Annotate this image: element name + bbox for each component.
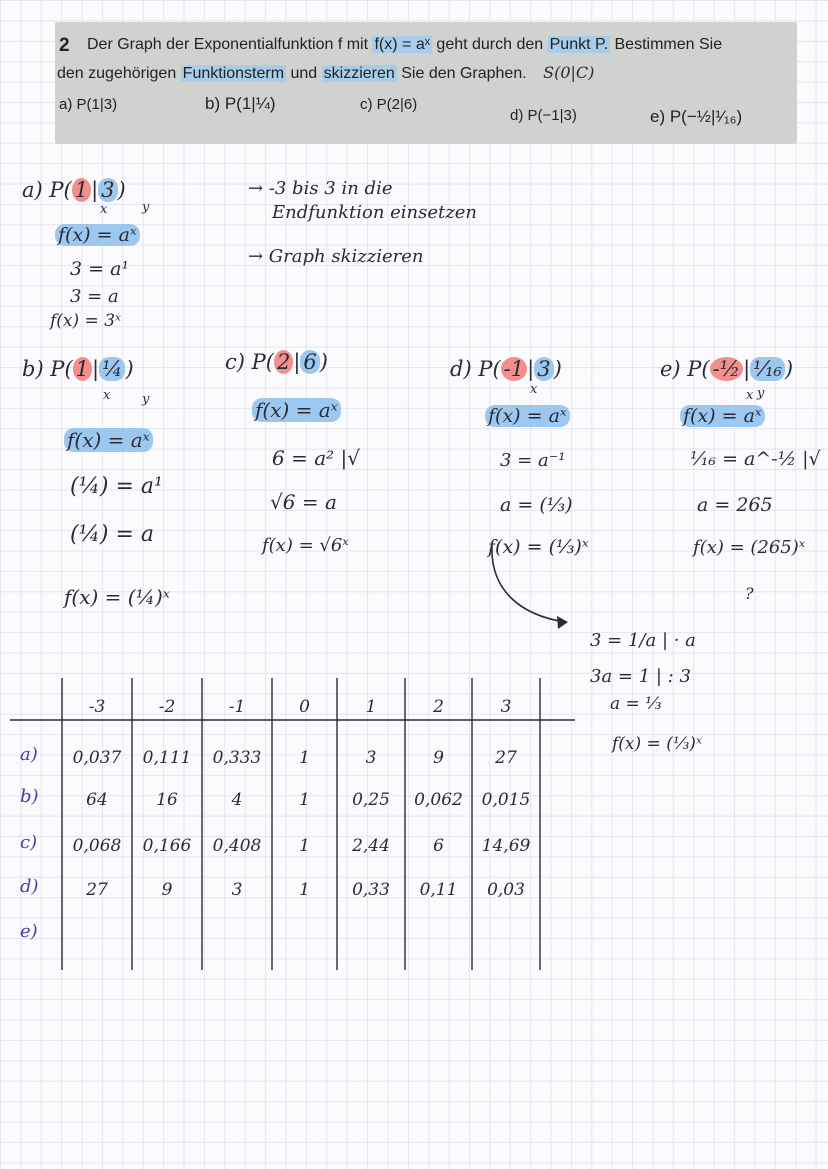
table-cell: 1: [299, 880, 310, 900]
d-line-1: f(x) = aˣ: [485, 405, 570, 427]
task-line2-text: den zugehörigen Funktionsterm und skizzieren Sie den Graphen. S(0|C): [57, 63, 595, 82]
b-x-value: 1: [73, 357, 92, 381]
c-y-value: 6: [300, 350, 319, 374]
a-line-4: f(x) = 3ˣ: [50, 311, 122, 331]
e-line-1: f(x) = aˣ: [680, 405, 765, 427]
c-line-3: √6 = a: [270, 490, 337, 514]
table-cell: 3: [231, 880, 243, 900]
d-y-value: 3: [534, 357, 553, 381]
part-e-header: e) P( -½ | ¹⁄₁₆ ): [660, 357, 794, 381]
note-step1b: Endfunktion einsetzen: [272, 202, 478, 223]
b-y-value: ¼: [99, 357, 125, 381]
table-row-label: b): [20, 786, 39, 807]
table-cell: 2,44: [352, 836, 390, 856]
e-line-3: a = 265: [697, 494, 773, 516]
arrow-head: [557, 616, 568, 629]
a-y-label: y: [142, 200, 150, 215]
d-x-value: -1: [501, 357, 527, 381]
c-line-2: 6 = a² |√: [272, 446, 360, 470]
table-cell: 14,69: [481, 836, 531, 856]
e-x-label: x: [746, 388, 754, 403]
table-cell: 1: [299, 748, 310, 768]
table-header-cell: -2: [158, 697, 176, 717]
table-cell: 0,015: [481, 790, 531, 810]
table-cell: 0,25: [352, 790, 390, 810]
table-cell: 1: [299, 836, 310, 856]
part-c-header: c) P( 2 | 6 ): [225, 350, 328, 374]
a-line-3: 3 = a: [70, 286, 119, 307]
task-line1-text: Der Graph der Exponentialfunktion f mit f(x) = aˣ geht durch den Punkt P. Bestimmen Sie: [87, 36, 723, 53]
table-header-cell: 3: [500, 697, 512, 717]
table-cell: 0,408: [212, 836, 262, 856]
note-step2: → Graph skizzieren: [248, 246, 424, 267]
d-line-4: f(x) = (⅓)ˣ: [488, 536, 589, 558]
table-cell: 64: [86, 790, 108, 810]
b-y-label: y: [142, 392, 150, 407]
table-cell: 0,166: [142, 836, 192, 856]
option-b: b) P(1|¼): [205, 94, 276, 113]
table-header-cell: 1: [365, 697, 377, 717]
task-number: 2: [59, 35, 70, 56]
table-header-cell: -1: [228, 697, 246, 717]
e-line-4: f(x) = (265)ˣ: [693, 537, 806, 558]
d-x-label: x: [530, 382, 538, 397]
table-cell: 0,111: [142, 748, 192, 768]
table-cell: 0,068: [72, 836, 122, 856]
part-a-header: a) P( 1 | 3 ): [22, 178, 126, 202]
b-line-3: (¼) = a: [70, 522, 155, 547]
curved-arrow: [492, 545, 565, 622]
table-row-label: c): [20, 832, 38, 853]
b-line-1: f(x) = aˣ: [64, 428, 153, 452]
table-cell: 6: [433, 836, 444, 856]
note-step1: → -3 bis 3 in die: [248, 178, 393, 199]
a-y-value: 3: [98, 178, 117, 202]
table-cell: 9: [161, 880, 173, 900]
side-calc-1: 3 = 1/a | · a: [590, 630, 696, 651]
e-x-value: -½: [710, 357, 743, 381]
a-x-label: x: [100, 202, 108, 217]
table-cell: 0,037: [72, 748, 122, 768]
e-question: ?: [745, 584, 754, 603]
e-y-label: y: [757, 386, 765, 401]
table-cell: 1: [299, 790, 310, 810]
table-cell: 0,33: [352, 880, 390, 900]
option-e: e) P(−½|¹⁄₁₆): [650, 107, 743, 126]
function-highlight: f(x) = aˣ: [374, 36, 430, 53]
b-line-2: (¼) = a¹: [70, 474, 163, 499]
handwritten-s-note: S(0|C): [543, 63, 595, 82]
funktionsterm-highlight: Funktionsterm: [182, 65, 285, 82]
table-cell: 9: [433, 748, 444, 768]
skizzieren-highlight: skizzieren: [323, 65, 395, 82]
side-calc-4: f(x) = (⅓)ˣ: [612, 734, 702, 754]
c-line-1: f(x) = aˣ: [252, 398, 341, 422]
table-header-cell: 0: [299, 697, 310, 717]
a-line-2: 3 = a¹: [70, 258, 130, 280]
option-d: d) P(−1|3): [510, 107, 577, 124]
e-y-value: ¹⁄₁₆: [750, 357, 785, 381]
table-row-label: d): [20, 876, 39, 897]
c-line-4: f(x) = √6ˣ: [262, 535, 349, 556]
a-x-value: 1: [72, 178, 91, 202]
table-header-cell: 2: [433, 697, 444, 717]
table-cell: 0,03: [487, 880, 525, 900]
part-d-header: d) P( -1 | 3 ): [450, 357, 562, 381]
part-b-header: b) P( 1 | ¼ ): [22, 357, 134, 381]
b-line-4: f(x) = (¼)ˣ: [64, 585, 170, 609]
table-cell: 27: [495, 748, 517, 768]
option-c: c) P(2|6): [360, 96, 418, 113]
table-header-cell: -3: [88, 697, 106, 717]
table-cell: 4: [231, 790, 243, 810]
side-calc-3: a = ⅓: [610, 694, 662, 714]
option-a: a) P(1|3): [59, 96, 118, 113]
b-x-label: x: [103, 388, 111, 403]
a-line-1: f(x) = aˣ: [55, 224, 140, 246]
d-line-3: a = (⅓): [500, 494, 573, 516]
table-cell: 0,11: [419, 880, 458, 900]
side-calc-2: 3a = 1 | : 3: [590, 666, 691, 687]
table-cell: 16: [156, 790, 178, 810]
table-row-label: a): [20, 744, 38, 765]
e-line-2: ¹⁄₁₆ = a^-½ |√: [690, 448, 821, 470]
table-cell: 0,062: [414, 790, 463, 810]
table-row-label: e): [20, 921, 38, 942]
punkt-highlight: Punkt P.: [549, 36, 609, 53]
table-cell: 27: [86, 880, 108, 900]
d-line-2: 3 = a⁻¹: [500, 450, 566, 471]
table-cell: 0,333: [212, 748, 262, 768]
c-x-value: 2: [274, 350, 293, 374]
table-cell: 3: [365, 748, 377, 768]
